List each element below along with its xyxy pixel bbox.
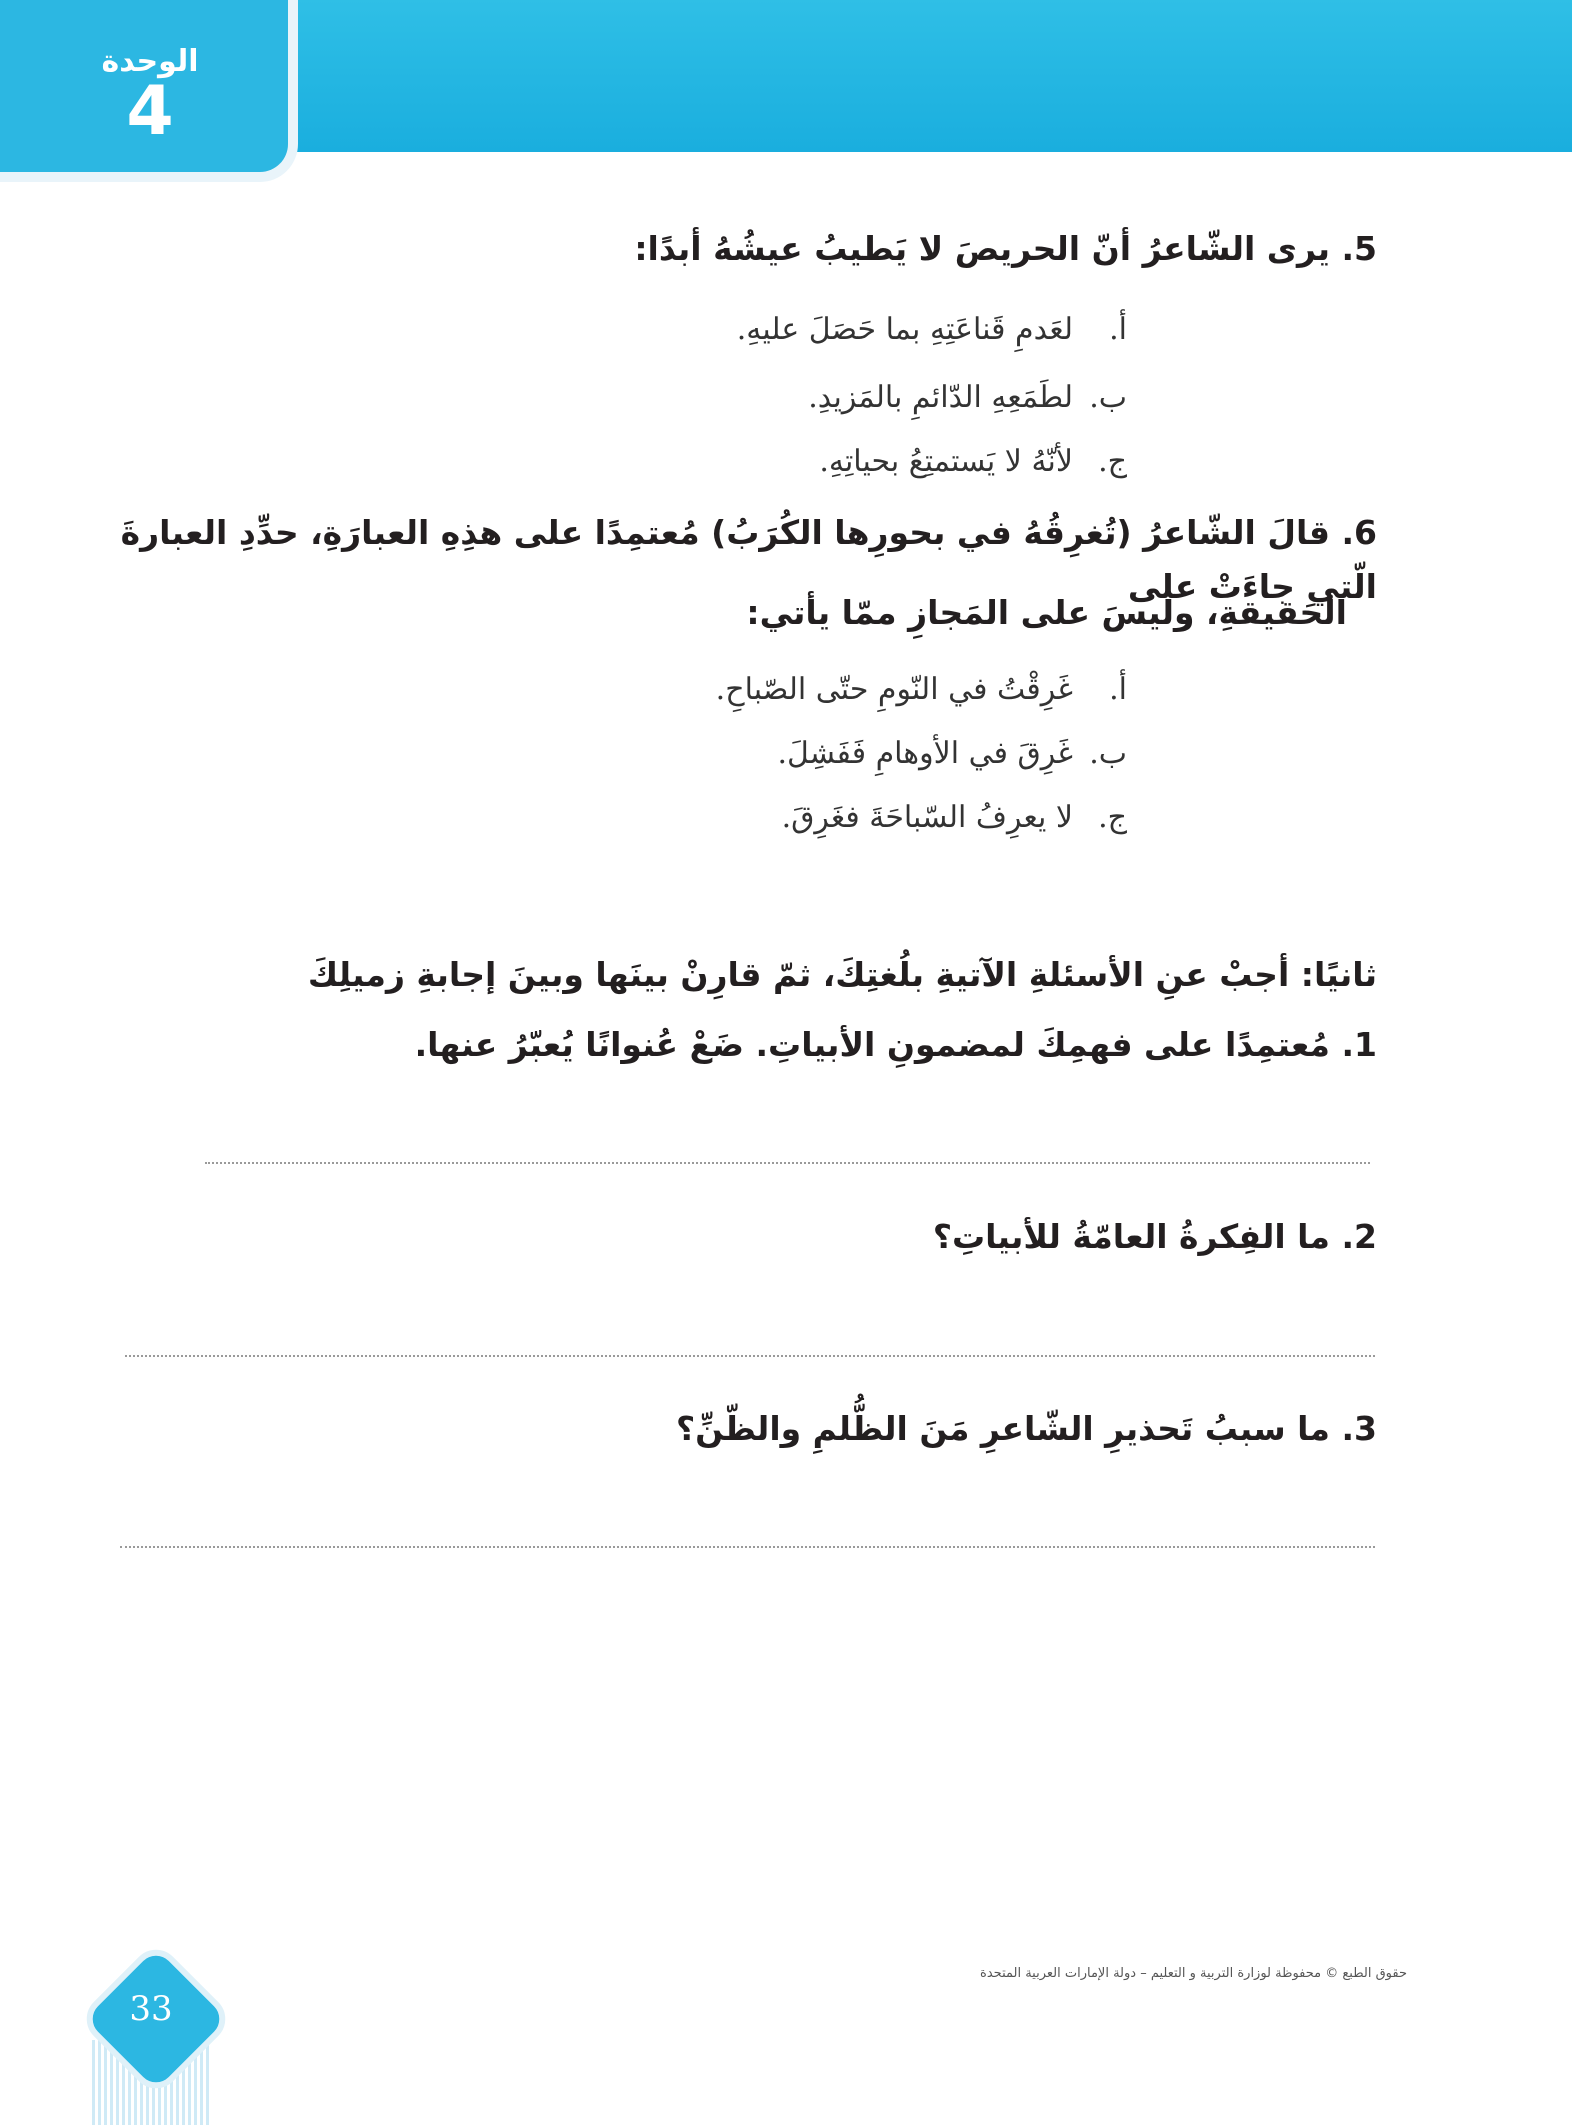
copyright-footer: حقوق الطبع © محفوظة لوزارة التربية و التعليم – دولة الإمارات العربية المتحدة (980, 1966, 1407, 1981)
option-5a (737, 310, 1127, 350)
option-text: غَرِقَ في الأوهامِ فَفَشِلَ. (777, 736, 1073, 771)
answer-line-3[interactable] (120, 1546, 1375, 1548)
option-6b (778, 734, 1127, 774)
option-text: لطَمَعِهِ الدّائمِ بالمَزيدِ. (808, 380, 1073, 415)
question-5 (634, 222, 1377, 276)
option-letter: أ. (1109, 312, 1127, 347)
answer-line-1[interactable] (205, 1162, 1370, 1164)
option-letter: ج. (1098, 444, 1127, 479)
option-5b (808, 378, 1127, 418)
question-text: ما الفِكرةُ العامّةُ للأبياتِ؟ (932, 1217, 1330, 1256)
question-number: 6. (1341, 513, 1377, 552)
option-letter: ج. (1098, 800, 1127, 835)
option-text: لأنّهُ لا يَستمتِعُ بحياتِهِ. (819, 444, 1073, 479)
option-text: غَرِقْتُ في النّومِ حتّى الصّباحِ. (715, 672, 1073, 707)
question-text: مُعتمِدًا على فهمِكَ لمضمونِ الأبياتِ. ضَعْ عُنوانًا يُعبّرُ عنها. (414, 1025, 1330, 1064)
option-text: لا يعرِفُ السّباحَةَ فغَرِقَ. (781, 800, 1073, 835)
question-number: 5. (1341, 229, 1377, 268)
option-6a (716, 670, 1127, 710)
section-2-question-2 (933, 1210, 1377, 1264)
question-text-line1: قالَ الشّاعرُ (تُغرِقُهُ في بحورِها الكُرَبُ) مُعتمِدًا على هذِهِ العبارَةِ، حدِّدِ العبارةَ الّتي جاءَتْ على (120, 513, 1377, 606)
unit-tab (0, 0, 298, 182)
question-text: ما سببُ تَحذيرِ الشّاعرِ مَنَ الظُّلمِ والظّنِّ؟ (675, 1409, 1330, 1448)
option-letter: ب. (1089, 736, 1127, 771)
question-number: 3. (1341, 1409, 1377, 1448)
question-number: 2. (1341, 1217, 1377, 1256)
question-number: 1. (1341, 1025, 1377, 1064)
unit-number: 4 (126, 72, 174, 151)
unit-label: الوحدة (101, 44, 199, 79)
option-5c (819, 442, 1127, 482)
option-letter: أ. (1109, 672, 1127, 707)
page-number-badge (92, 1955, 210, 2073)
question-text-line2: الحَقيقةِ، وليسَ على المَجازِ ممّا يأتي: (746, 593, 1347, 632)
question-text: يرى الشّاعرُ أنّ الحريصَ لا يَطيبُ عيشُهُ أبدًا: (634, 229, 1330, 268)
section-2-question-1 (415, 1018, 1377, 1072)
answer-line-2[interactable] (125, 1355, 1375, 1357)
question-6-line2 (746, 586, 1347, 640)
option-6c (782, 798, 1127, 838)
section-2-question-3 (676, 1402, 1377, 1456)
option-letter: ب. (1089, 380, 1127, 415)
page-number: 33 (129, 1989, 173, 2029)
section-2-heading: ثانيًا: أجبْ عنِ الأسئلةِ الآتيةِ بلُغتِكَ، ثمّ قارِنْ بينَها وبينَ إجابةِ زميلِكَ (307, 955, 1377, 994)
option-text: لعَدمِ قَناعَتِهِ بما حَصَلَ عليهِ. (736, 312, 1073, 347)
